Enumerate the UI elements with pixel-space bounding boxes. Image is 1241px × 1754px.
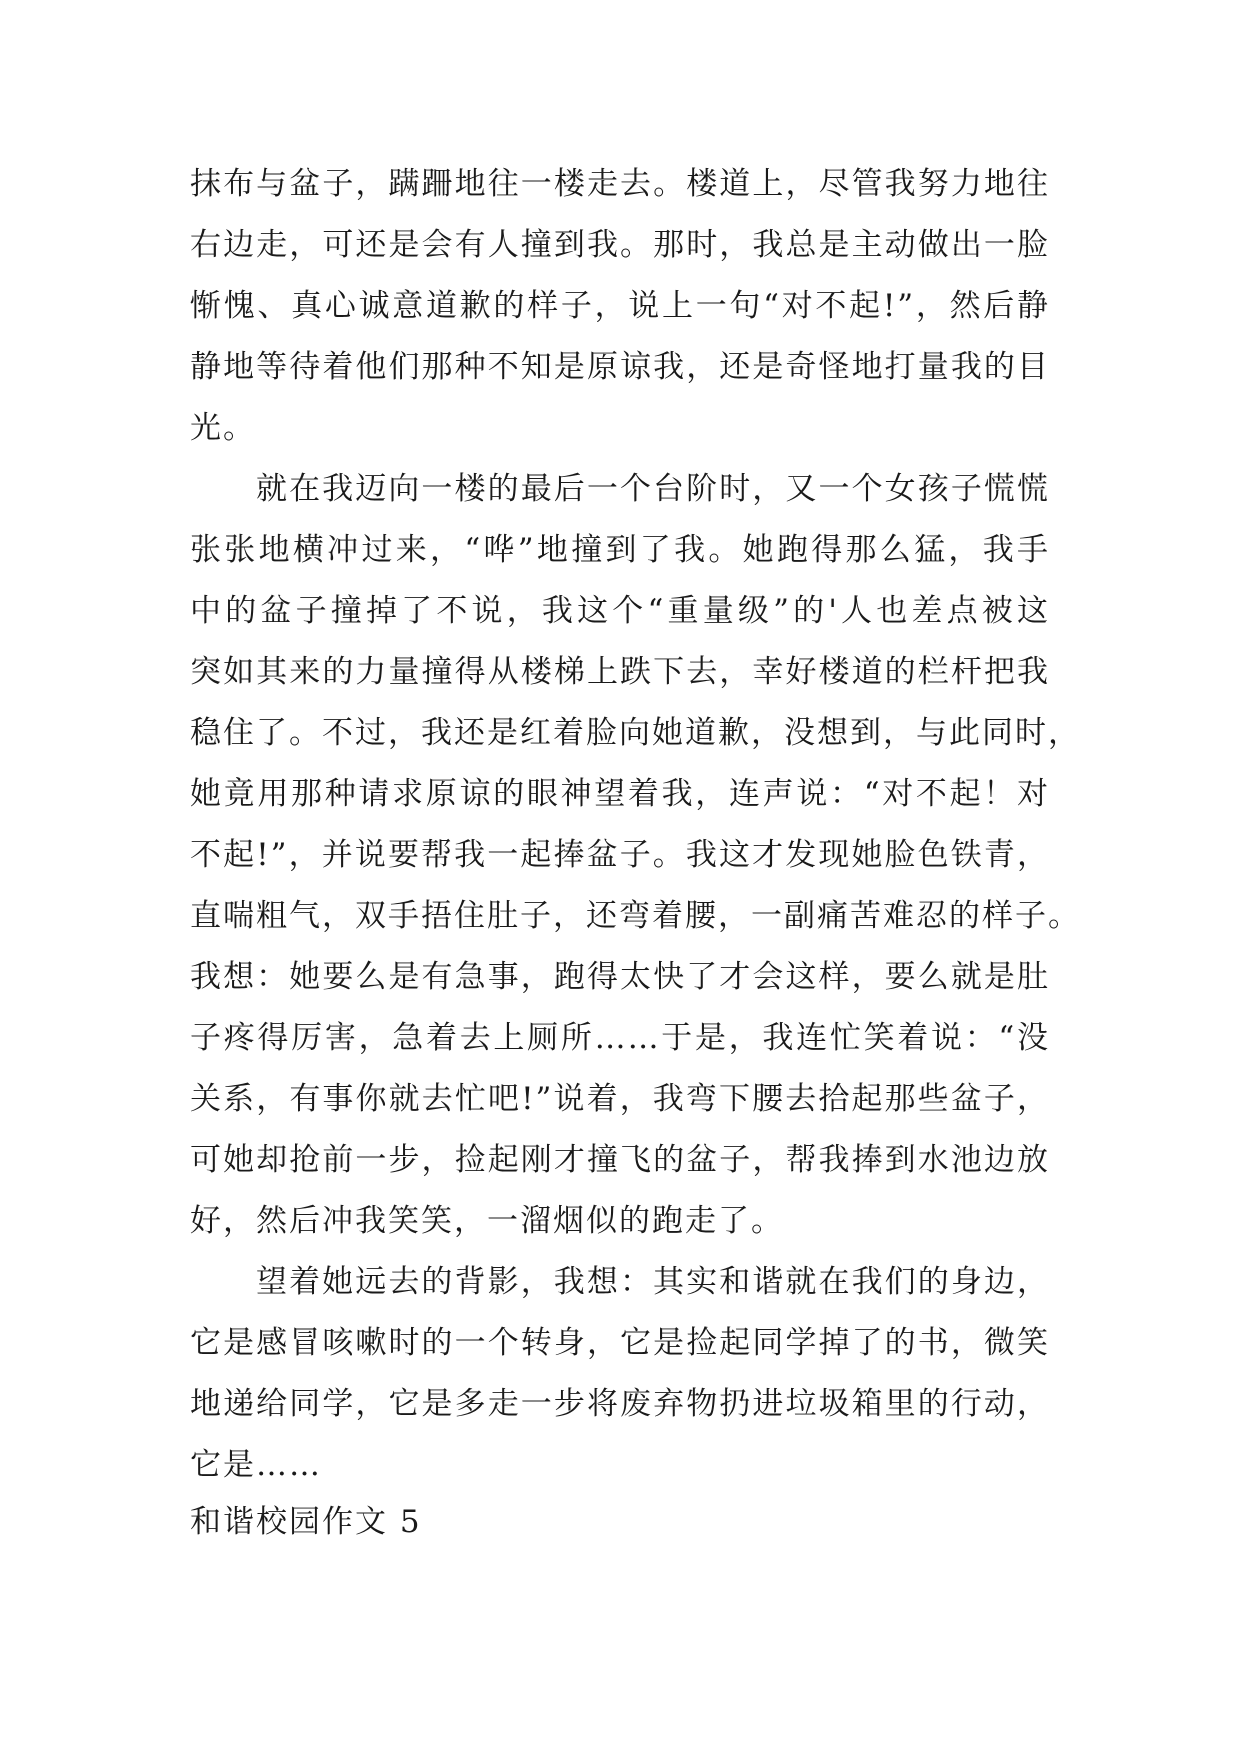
- text-line: 地递给同学，它是多走一步将废弃物扔进垃圾箱里的行动，: [190, 1386, 1050, 1422]
- text-line: 可她却抢前一步，捡起刚才撞飞的盆子，帮我捧到水池边放: [190, 1142, 1050, 1178]
- text-line: 她竟用那种请求原谅的眼神望着我，连声说：“对不起！对: [190, 776, 1050, 812]
- essay-body: [190, 154, 1081, 1496]
- text-line: 望着她远去的背影，我想：其实和谐就在我们的身边，: [256, 1264, 1050, 1300]
- text-line: 静地等待着他们那种不知是原谅我，还是奇怪地打量我的目: [190, 349, 1050, 385]
- text-line: 好，然后冲我笑笑，一溜烟似的跑走了。: [190, 1203, 784, 1239]
- paragraph-1: [190, 154, 1050, 459]
- text-line: 我想：她要么是有急事，跑得太快了才会这样，要么就是肚: [190, 959, 1050, 995]
- text-line: 它是感冒咳嗽时的一个转身，它是捡起同学掉了的书，微笑: [190, 1325, 1050, 1361]
- paragraph-2: [190, 459, 1081, 1252]
- text-line: 就在我迈向一楼的最后一个台阶时，又一个女孩子慌慌: [256, 471, 1050, 507]
- text-line: 光。: [190, 410, 256, 446]
- text-line: 右边走，可还是会有人撞到我。那时，我总是主动做出一脸: [190, 227, 1050, 263]
- text-line: 抹布与盆子，蹒跚地往一楼走去。楼道上，尽管我努力地往: [190, 166, 1050, 202]
- text-line: 子疼得厉害，急着去上厕所……于是，我连忙笑着说：“没: [190, 1020, 1050, 1056]
- paragraph-3: [190, 1252, 1050, 1496]
- text-line: 张张地横冲过来，“哗”地撞到了我。她跑得那么猛，我手: [190, 532, 1050, 568]
- text-line: 直喘粗气，双手捂住肚子，还弯着腰，一副痛苦难忍的样子。: [190, 898, 1081, 934]
- text-line: 稳住了。不过，我还是红着脸向她道歉，没想到，与此同时，: [190, 715, 1081, 751]
- text-line: 中的盆子撞掉了不说，我这个“重量级”的'人也差点被这: [190, 593, 1050, 629]
- section-heading: 和谐校园作文 5: [190, 1504, 422, 1540]
- text-line: 不起!”，并说要帮我一起捧盆子。我这才发现她脸色铁青，: [190, 837, 1050, 873]
- text-line: 它是……: [190, 1447, 322, 1483]
- text-line: 惭愧、真心诚意道歉的样子，说上一句“对不起!”，然后静: [190, 288, 1050, 324]
- text-line: 突如其来的力量撞得从楼梯上跌下去，幸好楼道的栏杆把我: [190, 654, 1050, 690]
- text-line: 关系，有事你就去忙吧!”说着，我弯下腰去拾起那些盆子，: [190, 1081, 1050, 1117]
